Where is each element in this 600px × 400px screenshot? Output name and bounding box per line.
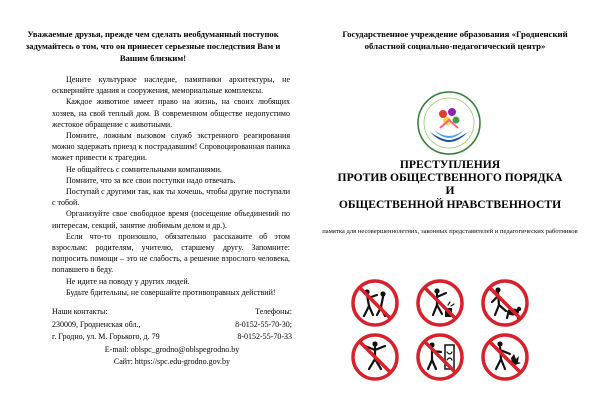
paragraph: Будьте бдительны, не совершайте противоправных действий! <box>66 287 276 297</box>
phones-label: Телефоны: <box>255 307 292 316</box>
address-line-1: 230009, Гродненская обл., <box>52 319 141 329</box>
paragraph: Не общайтесь с сомнительными компаниями. <box>66 164 222 174</box>
title-line-2: ПРОТИВ ОБЩЕСТВЕННОГО ПОРЯДКА <box>337 171 563 185</box>
paragraph: Если что-то произошло, обязательно расскажите об этом взрослым: родителям, учителю, старшему другу. Запомните: попросить помощи – это не слабость, а решение взрослого человека, попавшего в беду. <box>52 231 290 275</box>
paragraph: Цените культурное наследие, памятники архитектуры, не оскверняйте здания и сооружения, мемориальные комплексы. <box>52 75 290 96</box>
brochure-title <box>320 158 580 211</box>
no-animal-cruelty-icon <box>480 278 530 328</box>
intro-warning: Уважаемые друзья, прежде чем сделать необдуманный поступок задумайтесь о том, что он принесет серьезные последствия Вам и Вашим близким! <box>25 29 281 63</box>
advice-text <box>52 74 290 298</box>
contacts-block <box>52 306 292 369</box>
paragraph: Не идите на поводу у других людей. <box>66 276 190 286</box>
no-property-damage-icon <box>480 332 530 382</box>
no-vandalism-icon <box>415 278 465 328</box>
center-logo-icon <box>416 90 482 156</box>
email: E-mail: oblspc_grodno@oblspegrodno.by <box>104 344 240 354</box>
paragraph: Каждое животное имеет право на жизнь, на своих любящих хозяев, на свой теплый дом. В современном обществе недопустимо жестокое обращение с животными. <box>52 97 290 129</box>
paragraph: Помните, что за все свои поступки надо отвечать. <box>66 175 236 185</box>
contacts-header-row <box>52 306 292 319</box>
brochure-subtitle: памятка для несовершеннолетних, законных представителей и педагогических работников <box>322 228 578 235</box>
no-graffiti-icon <box>415 332 465 382</box>
contacts-row-2 <box>52 331 292 344</box>
paragraph: Организуйте свое свободное время (посещение объединений по интересам, секций, занятие любимым делом и др.). <box>52 209 290 230</box>
contacts-label: Наши контакты: <box>52 307 108 316</box>
phone-1: 8-0152-55-70-30; <box>235 319 292 329</box>
phone-2: 8-0152-55-70-33 <box>237 332 292 341</box>
no-fighting-icon <box>350 278 400 328</box>
paragraph: Помните, ложным вызовом служб экстренного реагирования можно задержать приезд к пострадавшим! Спровоцированная паника может привести к трагедии. <box>52 131 290 163</box>
title-line-4: ОБЩЕСТВЕННОЙ НРАВСТВЕННОСТИ <box>338 197 562 211</box>
title-line-3: И <box>445 184 455 198</box>
address-line-2: г. Гродно, ул. М. Горького, д. 79 <box>52 332 160 341</box>
right-page <box>300 0 600 400</box>
website: Сайт: https://spc.edu-grodno.gov.by <box>113 357 231 366</box>
no-hooliganism-icon <box>350 332 400 382</box>
paragraph: Поступай с другими так, как ты хочешь, чтобы другие поступали с тобой. <box>52 187 290 208</box>
contacts-row-1 <box>52 319 292 332</box>
organization-name: Государственное учреждение образования «Гродненский областной социально-педагогический центр» <box>342 29 568 51</box>
title-line-1: ПРЕСТУПЛЕНИЯ <box>399 158 501 171</box>
